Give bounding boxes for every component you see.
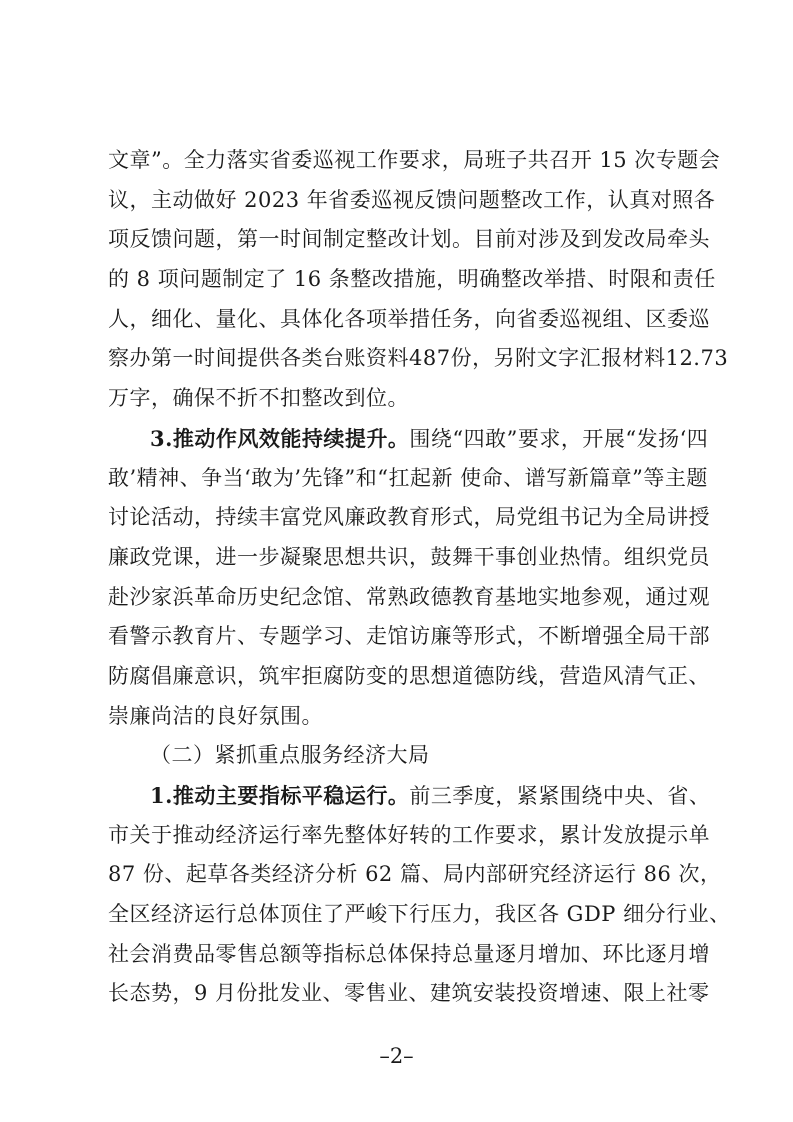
paragraph-line — [108, 419, 709, 459]
paragraph-line — [108, 220, 710, 260]
paragraph-line — [108, 578, 710, 618]
line-text: 讨论活动，持续丰富党风廉政教育形式，局党组书记为全局讲授 — [108, 505, 710, 530]
section-heading-1: 1.推动主要指标平稳运行。 — [150, 783, 410, 808]
line-text: 前三季度，紧紧围绕中央、省、 — [409, 784, 711, 808]
page-number: –2– — [379, 1044, 414, 1068]
line-text: 全区经济运行总体顶住了严峻下行压力，我区各 GDP 细分行业、 — [108, 902, 731, 927]
paragraph-line — [108, 379, 688, 419]
line-text: 人，细化、量化、具体化各项举措任务，向省委巡视组、区委巡 — [108, 306, 710, 331]
line-text: 文章”。全力落实省委巡视工作要求，局班子共召开 15 次专题会 — [108, 148, 721, 172]
line-text: 察办第一时间提供各类台账资料487份，另附文字汇报材料12.73 — [108, 346, 729, 371]
line-text: 敢’精神、争当‘敢为’先锋”和“扛起新 使命、谱写新篇章”等主题 — [108, 465, 708, 490]
paragraph-line — [108, 855, 722, 895]
line-text: 社会消费品零售总额等指标总体保持总量逐月增加、环比逐月增 — [108, 941, 710, 966]
paragraph-line — [108, 657, 710, 697]
line-text: 议，主动做好 2023 年省委巡视反馈问题整改工作，认真对照各 — [108, 187, 716, 212]
line-text: 市关于推动经济运行率先整体好转的工作要求，累计发放提示单 — [108, 822, 710, 847]
line-text: 崇廉尚洁的良好氛围。 — [108, 703, 323, 728]
paragraph-line — [108, 260, 716, 300]
paragraph-line — [108, 498, 710, 538]
paragraph-line — [108, 181, 716, 221]
section-heading-2 — [108, 736, 688, 776]
line-text: 围绕“四敢”要求，开展“发扬‘四 — [409, 426, 709, 451]
line-text: 廉政党课，进一步凝聚思想共识，鼓舞干事创业热情。组织党员 — [108, 544, 710, 569]
line-text: 万字，确保不折不扣整改到位。 — [108, 386, 409, 411]
line-text: 的 8 项问题制定了 16 条整改措施，明确整改举措、时限和责任 — [108, 267, 716, 292]
paragraph-line — [108, 935, 710, 975]
paragraph-line — [108, 697, 688, 737]
line-text: 项反馈问题，第一时间制定整改计划。目前对涉及到发改局牵头 — [108, 227, 710, 252]
line-text: 长态势，9 月份批发业、零售业、建筑安装投资增速、限上社零 — [108, 981, 710, 1006]
paragraph-line — [108, 895, 731, 935]
paragraph-line — [108, 538, 710, 578]
paragraph-line — [108, 617, 710, 657]
line-text: 87 份、起草各类经济分析 62 篇、局内部研究经济运行 86 次， — [108, 862, 722, 887]
line-text: 赴沙家浜革命历史纪念馆、常熟政德教育基地实地参观，通过观 — [108, 584, 710, 609]
paragraph-line — [108, 300, 710, 340]
line-text: 看警示教育片、专题学习、走馆访廉等形式，不断增强全局干部 — [108, 624, 710, 649]
section-heading-3: 3.推动作风效能持续提升。 — [150, 425, 410, 451]
document-body — [108, 141, 731, 1014]
paragraph-line — [108, 459, 708, 499]
paragraph-line — [108, 339, 729, 379]
paragraph-line — [108, 776, 711, 816]
paragraph-line — [108, 816, 710, 856]
line-text: 防腐倡廉意识，筑牢拒腐防变的思想道德防线，营造风清气正、 — [108, 663, 710, 688]
line-text: （二）紧抓重点服务经济大局 — [150, 743, 430, 768]
paragraph-line — [108, 141, 721, 181]
paragraph-line — [108, 974, 710, 1014]
